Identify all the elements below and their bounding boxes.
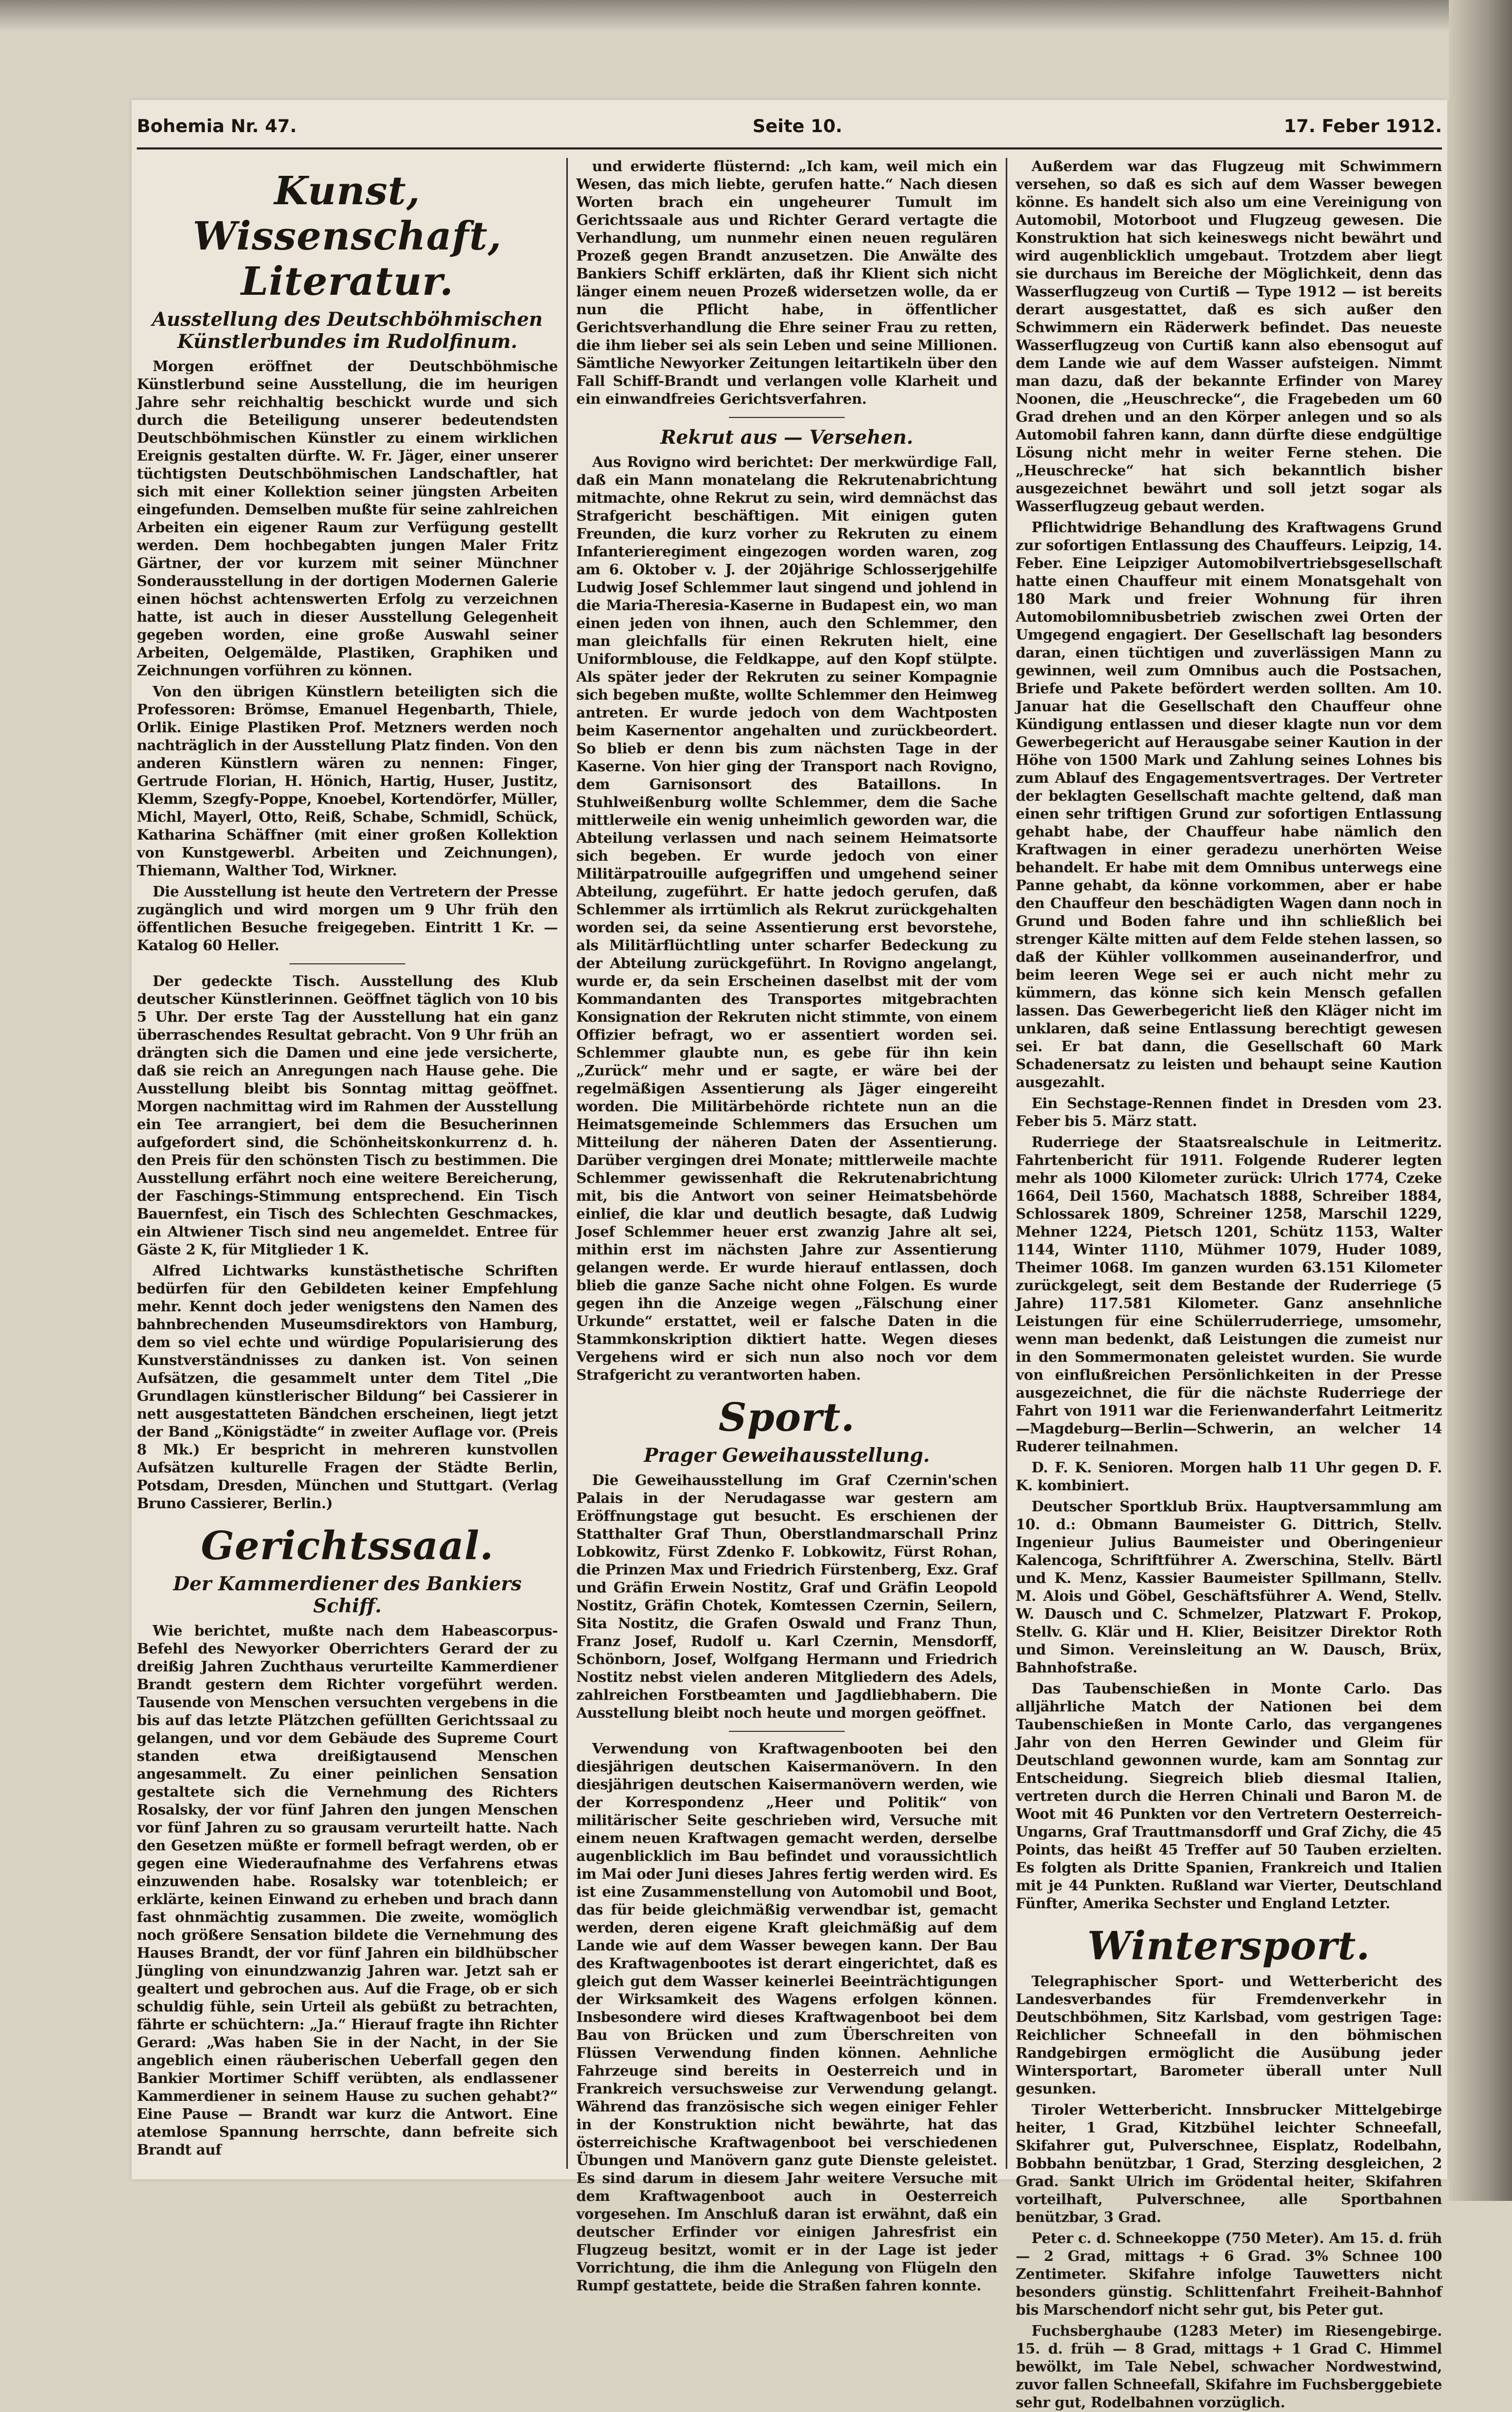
- newspaper-page: [132, 100, 1447, 2411]
- header-publication: Bohemia Nr. 47.: [137, 116, 297, 137]
- divider: [729, 417, 845, 418]
- header-date: 17. Feber 1912.: [1284, 116, 1442, 137]
- article-paragraph: Der gedeckte Tisch. Ausstellung des Klub deutscher Künstlerinnen. Geöffnet täglich von 10 bis 5 Uhr. Der erste Tag der Ausstellung hat ein ganz überraschendes Resultat gebracht. Von 9 Uhr früh an drängten sich die Damen und eine jede versicherte, daß sie reich an Anregungen nach Hause gehe. Die Ausstellung bleibt bis Sonntag mittag geöffnet. Morgen nachmittag wird im Rahmen der Ausstellung ein Tee arrangiert, bei dem die Besucherinnen aufgefordert sind, die Schönheitskonkurrenz d. h. den Preis für den schönsten Tisch zu bestimmen. Die Ausstellung erfährt noch eine weitere Bereicherung, der Faschings-Stimmung entsprechend. Ein Tisch Bauernfest, ein Tisch des Schlechten Geschmackes, ein Altwiener Tisch sind neu angemeldet. Entree für Gäste 2 K, für Mitglieder 1 K.: [137, 973, 558, 1258]
- article-paragraph: Alfred Lichtwarks kunstästhetische Schriften bedürfen für den Gebildeten keiner Empfehlung mehr. Kennt doch jeder wenigstens den Namen des bahnbrechenden Museumsdirektors von Hamburg, dem so viel echte und würdige Popularisierung des Kunstverständnisses zu danken ist. Von seinen Aufsätzen, die gesammelt unter dem Titel „Die Grundlagen künstlerischer Bildung“ bei Cassierer in nett ausgestatteten Bändchen erscheinen, liegt jetzt der Band „Königstädte“ in zweiter Auflage vor. (Preis 8 Mk.) Er bespricht in mehreren kunstvollen Aufsätzen kulturelle Fragen der Städte Berlin, Potsdam, Dresden, München und Stuttgart. (Verlag Bruno Cassierer, Berlin.): [137, 1263, 558, 1512]
- section-title-kunst: Kunst, Wissenschaft, Literatur.: [193, 168, 502, 304]
- article-paragraph: Aus Rovigno wird berichtet: Der merkwürdige Fall, daß ein Mann monatelang die Rekrutenabrichtung mitmachte, ohne Rekrut zu sein, wird demnächst das Strafgericht beschäftigen. Mit einigen guten Freunden, die kurz vorher zu Rekruten zu einem Infanterieregiment eingezogen worden waren, zog am 6. Oktober v. J. der 20jährige Schlosserjgehilfe Ludwig Josef Schlemmer laut singend und johlend in die Maria-Theresia-Kaserne in Budapest ein, wo man einen jeden von ihnen, auch den Schlemmer, den man gleichfalls für einen Rekruten hielt, eine Uniformblouse, die Feldkappe, auf den Kopf stülpte. Als später jeder der Rekruten zu seiner Kompagnie sich begeben mußte, wollte Schlemmer den Heimweg antreten. Er wurde jedoch von dem Wachtposten beim Kasernentor angehalten und zurückbeordert. So blieb er denn bis zum nächsten Tage in der Kaserne. Von hier ging der Transport nach Rovigno, dem Garnisonsort des Bataillons. In Stuhlweißenburg wollte Schlemmer, dem die Sache mittlerweile ein wenig unheimlich geworden war, die Abteilung verlassen und nach seinem Heimatsorte sich begeben. Er wurde jedoch von einer Militärpatrouille aufgegriffen und umgehend seiner Abteilung, zugeführt. Er hatte jedoch gerufen, daß Schlemmer als irrtümlich als Rekrut zurückgehalten worden sei, da seine Assentierung erst bevorstehe, als Militärflüchtling unter scharfer Bedeckung zu der Abteilung zurückgeführt. In Rovigno angelangt, wurde er, da sein Erscheinen daselbst mit der vom Kommandanten des Transportes mitgebrachten Konsignation der Rekruten nicht stimmte, von einem Offizier befragt, wo er assentiert worden sei. Schlemmer glaubte nun, es gebe für ihn kein „Zurück“ mehr und er sagte, er wäre bei der regelmäßigen Assentierung als Jäger eingereiht worden. Die Militärbehörde richtete nun an die Heimatsgemeinde Schlemmers das Ersuchen um Mitteilung der näheren Daten der Assentierung. Darüber vergingen drei Monate; mittlerweile machte Schlemmer gewissenhaft die Rekrutenabrichtung mit, bis die Antwort von seiner Heimatsbehörde einlief, die klar und deutlich besagte, daß Ludwig Josef Schlemmer heuer erst zwanzig Jahre alt sei, mithin erst im nächsten Jahre zur Assentierung gelangen werde. Er wurde hierauf entlassen, doch blieb die ganze Sache nicht ohne Folgen. Es wurde gegen ihn die Anzeige wegen „Fälschung einer Urkunde“ erstattet, weil er falsche Daten in die Stammkonskription diktiert hatte. Wegen dieses Vergehens wird er sich nun also noch vor dem Strafgericht zu verantworten haben.: [576, 454, 997, 1383]
- article-paragraph: Die Geweihausstellung im Graf Czernin'schen Palais in der Nerudagasse war gestern am Eröffnungstage gut besucht. Es erschienen der Statthalter Graf Thun, Oberstlandmarschall Prinz Lobkowitz, Fürst Zdenko F. Lobkowitz, Fürst Rohan, die Prinzen Max und Friedrich Fürstenberg, Exz. Graf und Gräfin Erwein Nostitz, Graf und Gräfin Leopold Nostitz, Gräfin Chotek, Komtessen Czernin, Seilern, Sita Nostitz, die Grafen Oswald und Franz Thun, Franz Josef, Rudolf u. Karl Czernin, Mensdorff, Schönborn, Josef, Wolfgang Hermann und Friedrich Nostitz nebst vielen anderen Mitgliedern des Adels, zahlreichen Forstbeamten und Jagdliebhabern. Die Ausstellung bleibt noch heute und morgen geöffnet.: [576, 1472, 997, 1721]
- article-paragraph: Wie berichtet, mußte nach dem Habeascorpus-Befehl des Newyorker Oberrichters Gerard der zu dreißig Jahren Zuchthaus verurteilte Kammerdiener Brandt gestern dem Richter vorgeführt werden. Tausende von Menschen versuchten vergebens in die bis auf das letzte Plätzchen gefüllten Gerichtssaal zu gelangen, und vor dem Gebäude des Supreme Court standen etwa dreißigtausend Menschen angesammelt. Zu einer peinlichen Sensation gestaltete sich die Vernehmung des Richters Rosalsky, der vor fünf Jahren den jungen Menschen vor fünf Jahren zu so grausam verurteilt hatte. Nach den Gesetzen müßte er formell befragt werden, ob er gegen eine Wiederaufnahme des Verfahrens etwas einzuwenden habe. Rosalsky war totenbleich; er erklärte, keinen Einwand zu erheben und brach dann fast ohnmächtig zusammen. Die zweite, womöglich noch größere Sensation bildete die Vernehmung des Hauses Brandt, der vor fünf Jahren ein bildhübscher Jüngling von einundzwanzig Jahren war. Jetzt sah er gealtert und gebrochen aus. Auf die Frage, ob er sich schuldig fühle, sein Urteil als gebüßt zu betrachten, fährte er schüchtern: „Ja.“ Hierauf fragte ihn Richter Gerard: „Was haben Sie in der Nacht, in der Sie angeblich einen räuberischen Ueberfall gegen den Bankier Mortimer Schiff verübten, als endlassener Kammerdiener in seinem Hause zu suchen gehabt?“ Eine Pause — Brandt war kurz die Antwort. Eine atemlose Spannung herrschte, dann befreite sich Brandt auf: [137, 1623, 558, 2158]
- column-rule: [1006, 158, 1007, 2169]
- article-paragraph: Fuchsberghaube (1283 Meter) im Riesengebirge. 15. d. früh — 8 Grad, mittags + 1 Grad C. Himmel bewölkt, im Tale Nebel, schwacher Nordwestwind, zuvor fallen Schneefall, Skifahre im Fuchsberggebiete sehr gut, Rodelbahnen vorzüglich.: [1016, 2323, 1442, 2411]
- article-paragraph: Von den übrigen Künstlern beteiligten sich die Professoren: Brömse, Emanuel Hegenbarth, Thiele, Orlik. Einige Plastiken Prof. Metzners werden noch nachträglich in der Ausstellung Platz finden. Von den anderen Künstlern wären zu nennen: Finger, Gertrude Florian, H. Hönich, Hartig, Huser, Justitz, Klemm, Szegfy-Poppe, Knoebel, Kortendörfer, Müller, Michl, Mayerl, Otto, Reiß, Schabe, Schmidl, Schück, Katharina Schäffner (mit einer großen Kollektion von Kunstgewerbl. Arbeiten und Zeichnungen), Thiemann, Walther Tod, Wirkner.: [137, 684, 558, 879]
- divider: [729, 1731, 845, 1732]
- article-paragraph: Deutscher Sportklub Brüx. Hauptversammlung am 10. d.: Obmann Baumeister G. Dittrich, Stellv. Ingenieur Julius Baumeister und Oberingenieur Kalencoga, Schriftführer A. Zwerschina, Stellv. Bärtl und K. Menz, Kassier Baumeister Spillmann, Stellv. M. Alois und Göbel, Geschäftsführer A. Wend, Stellv. W. Dausch und C. Schmelzer, Platzwart F. Prokop, Stellv. G. Klär und H. Klier, Beisitzer Direktor Roth und Simon. Vereinsleitung an W. Dausch, Brüx, Bahnhofstraße.: [1016, 1499, 1442, 1676]
- article-paragraph: Peter c. d. Schneekoppe (750 Meter). Am 15. d. früh — 2 Grad, mittags + 6 Grad. 3% Schnee 100 Zentimeter. Skifahre infolge Tauwetters nicht besonders günstig. Schlittenfahrt Freiheit-Bahnhof bis Marschendorf nicht sehr gut, bis Peter gut.: [1016, 2230, 1442, 2318]
- article-paragraph: Pflichtwidrige Behandlung des Kraftwagens Grund zur sofortigen Entlassung des Chauffeurs. Leipzig, 14. Feber. Eine Leipziger Automobilvertriebsgesellschaft hatte einen Chauffeur mit einem Monatsgehalt von 180 Mark und freier Wohnung für ihren Automobilomnibusbetrieb zwischen zwei Orten der Umgegend engagiert. Der Gesellschaft lag besonders daran, einen tüchtigen und zuverlässigen Mann zu gewinnen, weil zum Omnibus auch die Postsachen, Briefe und Pakete befördert werden sollten. Am 10. Januar hat die Gesellschaft den Chauffeur ohne Kündigung entlassen und dieser klagte nun vor dem Gewerbegericht auf Herausgabe seiner Kaution in der Höhe von 1500 Mark und Zahlung seines Lohnes bis zum Ablauf des Engagementsvertrages. Der Vertreter der beklagten Gesellschaft machte geltend, daß man einen sehr triftigen Grund zur sofortigen Entlassung gehabt habe, der Chauffeur habe nämlich den Kraftwagen in einer geradezu unerhörten Weise behandelt. Er habe mit dem Omnibus unterwegs eine Panne gehabt, da könne vorkommen, aber er habe den Chauffeur den beschädigten Wagen dann noch in Grund und Boden fahre und ihn schließlich bei strenger Kälte mitten auf dem Felde stehen lassen, so daß der Kühler vollkommen auseinanderfror, und beim leeren Wege sei er auch nicht mehr zu kümmern, das könne sich kein Mensch gefallen lassen. Das Gewerbegericht ließ den Kläger nicht im unklaren, daß seine Entlassung berechtigt gewesen sei. Er bat dann, die Gesellschaft 60 Mark Schadenersatz zu leisten und behaupt seine Kaution ausgezahlt.: [1016, 520, 1442, 1091]
- divider: [289, 963, 405, 964]
- section-title-gerichtssaal: Gerichtssaal.: [201, 1523, 494, 1569]
- article-title-geweih: Prager Geweihausstellung.: [644, 1444, 930, 1467]
- article-paragraph: Ruderriege der Staatsrealschule in Leitmeritz. Fahrtenbericht für 1911. Folgende Ruderer legten mehr als 1000 Kilometer zurück: Ulrich 1774, Czeke 1664, Deil 1560, Machatsch 1888, Schreiber 1884, Schlossarek 1809, Schreiner 1258, Marschil 1229, Mehner 1224, Pietsch 1201, Schütz 1153, Walter 1144, Winter 1110, Mühmer 1079, Huder 1089, Theimer 1068. Im ganzen wurden 63.151 Kilometer zurückgelegt, seit dem Bestande der Ruderriege (5 Jahre) 117.581 Kilometer. Ganz ansehnliche Leistungen für eine Schülerruderriege, umsomehr, wenn man bedenkt, daß Leistungen die zumeist nur in den Sommermonaten geleistet wurden. Sie wurde von einflußreichen Persönlichkeiten in der Presse ausgezeichnet, die für die nächste Ruderriege der Fahrt von 1911 war die Ferienwanderfahrt Leitmeritz—Magdeburg—Berlin—Schwerin, an welcher 14 Ruderer teilnahmen.: [1016, 1134, 1442, 1455]
- section-title-wintersport: Wintersport.: [1087, 1923, 1370, 1969]
- scan-shadow-right: [1449, 0, 1512, 2201]
- article-title-rekrut: Rekrut aus — Versehen.: [660, 426, 914, 448]
- column-rule: [566, 158, 568, 2169]
- page-header: [137, 111, 1442, 149]
- article-paragraph: Telegraphischer Sport- und Wetterbericht des Landesverbandes für Fremdenverkehr in Deutschböhmen, Sitz Karlsbad, vom gestrigen Tage: Reichlicher Schneefall in den böhmischen Randgebirgen ermöglicht die Ausübung jeder Wintersportart, Barometer überall unter Null gesunken.: [1016, 1974, 1442, 2097]
- article-paragraph: und erwiderte flüsternd: „Ich kam, weil mich ein Wesen, das mich liebte, gerufen hatte.“ Nach diesen Worten brach ein ungeheurer Tumult im Gerichtssaale aus und Richter Gerard vertagte die Verhandlung, um nunmehr einen neuen regulären Prozeß gegen Brandt anzusetzen. Die Anwälte des Bankiers Schiff erklärten, daß ihr Klient sich nicht länger einem neuen Prozeß widersetzen wolle, da er nun die Pflicht habe, in öffentlicher Gerichtsverhandlung die Ehre seiner Frau zu retten, die ihm lieber sei als sein Leben und seine Millionen. Sämtliche Newyorker Zeitungen leitartikeln über den Fall Schiff-Brandt und verlangen volle Klarheit und ein einwandfreies Gerichtsverfahren.: [576, 158, 997, 407]
- section-title-sport: Sport.: [718, 1395, 855, 1440]
- column-1: [137, 158, 558, 2174]
- article-title-ausstellung: Ausstellung des Deutschböhmischen Künstlerbundes im Rudolfinum.: [152, 308, 543, 353]
- article-paragraph: Tiroler Wetterbericht. Innsbrucker Mittelgebirge heiter, 1 Grad, Kitzbühel leichter Schneefall, Skifahrer gut, Pulverschnee, Eisplatz, Rodelbahn, Bobbahn benützbar, 1 Grad, Sterzing desgleichen, 2 Grad. Sankt Ulrich im Grödental heiter, Skifahren vorteilhaft, Pulverschnee, alle Sportbahnen benützbar, 3 Grad.: [1016, 2102, 1442, 2226]
- article-paragraph: Die Ausstellung ist heute den Vertretern der Presse zugänglich und wird morgen um 9 Uhr früh den öffentlichen Besuche freigegeben. Eintritt 1 Kr. — Katalog 60 Heller.: [137, 884, 558, 954]
- article-paragraph: Das Taubenschießen in Monte Carlo. Das alljährliche Match der Nationen bei dem Taubenschießen in Monte Carlo, das vergangenes Jahr von den Herren Gewinder und Gleim für Deutschland gewonnen wurde, kam am Sonntag zur Entscheidung. Siegreich blieb diesmal Italien, vertreten durch die Herren Chinali und Baron M. de Woot mit 46 Punkten vor den Vertretern Oesterreich-Ungarns, Graf Trauttmansdorff und Graf Zichy, die 45 Points, das heißt 45 Treffer auf 50 Tauben erzielten. Es folgten als Dritte Spanien, Frankreich und Italien mit je 44 Punkten. Rußland war Vierter, Deutschland Fünfter, Amerika Sechster und England Letzter.: [1016, 1681, 1442, 1912]
- column-3: [1016, 158, 1442, 2411]
- column-2: [576, 158, 997, 2294]
- article-paragraph: Verwendung von Kraftwagenbooten bei den diesjährigen deutschen Kaisermanövern. In den diesjährigen deutschen Kaisermanövern werden, wie der Korrespondenz „Heer und Politik“ von militärischer Seite geschrieben wird, Versuche mit einem neuen Kraftwagen gemacht werden, derselbe augenblicklich im Bau befindet und voraussichtlich im Mai oder Juni dieses Jahres fertig werden wird. Es ist eine Zusammenstellung von Automobil und Boot, das für beide gleichmäßig verwendbar ist, gemacht werden, deren eigene Kraft gleichmäßig auf dem Lande wie auf dem Wasser bewegen kann. Der Bau des Kraftwagenbootes ist derart eingerichtet, daß es gleich gut dem Wasser keinerlei Beeinträchtigungen der Wirksamkeit des Wagens erfolgen können. Insbesondere wird dieses Kraftwagenboot bei dem Bau von Brücken und zum Überschreiten von Flüssen Verwendung finden können. Aehnliche Fahrzeuge sind bereits in Oesterreich und in Frankreich versuchsweise zur Verwendung gelangt. Während das französische sich wegen einiger Fehler in der Konstruktion nicht bewährte, hat das österreichische Kraftwagenboot bei verschiedenen Übungen und Manövern ganz gute Dienste geleistet. Es sind darum in diesem Jahr weitere Versuche mit dem Kraftwagenboot auch in Oesterreich vorgesehen. Im Anschluß daran ist erwähnt, daß ein deutscher Erfinder vor einigen Jahresfrist ein Flugzeug besitzt, womit er in der Lage ist jeder Vorrichtung, die ihm die Anlegung von Flügeln den Rumpf gestattete, beide die Straßen fahren konnte.: [576, 1741, 997, 2294]
- article-paragraph: Außerdem war das Flugzeug mit Schwimmern versehen, so daß es sich auf dem Wasser bewegen könne. Es handelt sich also um eine Vereinigung von Automobil, Motorboot und Flugzeug gewesen. Die Konstruktion hat sich keineswegs nicht bewährt und wird augenblicklich umgebaut. Trotzdem aber liegt sie durchaus im Bereiche der Möglichkeit, denn das Wasserflugzeug von Curtiß — Type 1912 — ist bereits derart ausgestattet, daß es sich außer den Schwimmern ein Räderwerk befindet. Das neueste Wasserflugzeug von Curtiß kann also ebensogut auf dem Lande wie auf dem Wasser aufsteigen. Nimmt man dazu, daß der bekannte Erfinder von Marey Noonen, die „Heuschrecke“, die Fragebeden um 60 Grad drehen und an den Körper anlegen und so als Automobil fahren kann, dann dürfte diese endgültige Lösung nicht mehr in weiter Ferne stehen. Die „Heuschrecke“ hat sich bekanntlich bisher ausgezeichnet bewährt und soll jetzt sogar als Wasserflugzeug gebaut werden.: [1016, 158, 1442, 515]
- header-page-number: Seite 10.: [753, 116, 843, 137]
- scan-shadow-top: [0, 0, 1512, 32]
- article-title-kammerdiener: Der Kammerdiener des Bankiers Schiff.: [173, 1573, 522, 1617]
- article-paragraph: Ein Sechstage-Rennen findet in Dresden vom 23. Feber bis 5. März statt.: [1016, 1095, 1442, 1130]
- article-paragraph: D. F. K. Senioren. Morgen halb 11 Uhr gegen D. F. K. kombiniert.: [1016, 1460, 1442, 1494]
- article-paragraph: Morgen eröffnet der Deutschböhmische Künstlerbund seine Ausstellung, die im heurigen Jahre sehr reichhaltig beschickt wurde und sich durch die Beteiligung unserer bedeutendsten Deutschböhmischen Künstler zu einem wirklichen Ereignis gestalten dürfte. W. Fr. Jäger, einer unserer tüchtigsten Deutschböhmischen Landschaftler, hat sich mit einer Kollektion seiner jüngsten Arbeiten eingefunden. Demselben mußte für seine zahlreichen Arbeiten ein eigener Raum zur Verfügung gestellt werden. Dem hochbegabten jungen Maler Fritz Gärtner, der vor kurzem mit seiner Münchner Sonderausstellung in der dortigen Modernen Galerie einen höchst achtenswerten Erfolg zu verzeichnen hatte, ist auch in dieser Ausstellung Gelegenheit gegeben worden, eine große Auswahl seiner Arbeiten, Oelgemälde, Plastiken, Graphiken und Zeichnungen vorführen zu können.: [137, 358, 558, 679]
